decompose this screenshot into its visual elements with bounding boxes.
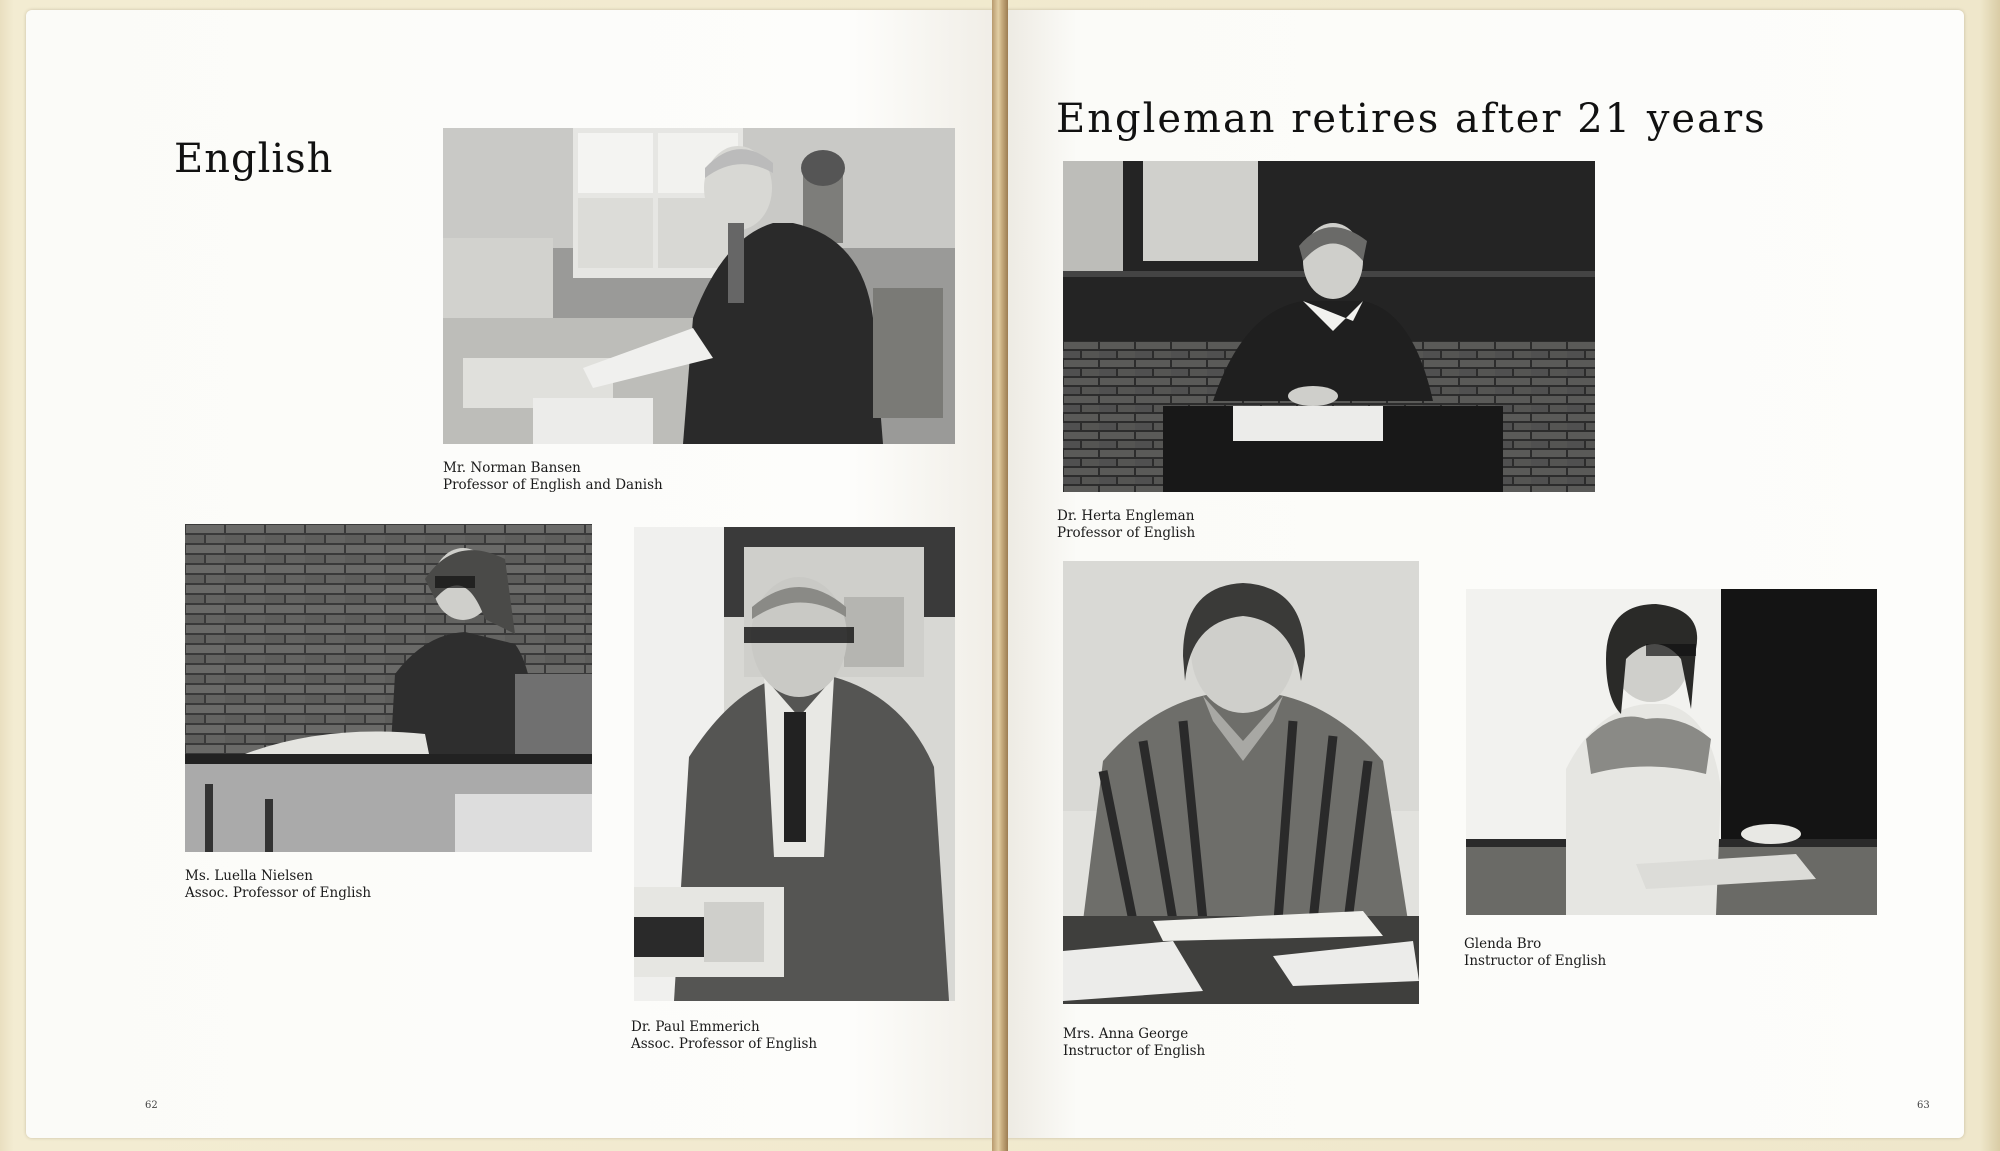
faculty-name: Dr. Herta Engleman xyxy=(1057,508,1195,524)
faculty-title: Instructor of English xyxy=(1464,953,1607,969)
caption-anna-george xyxy=(1063,1026,1205,1060)
photo-norman-bansen xyxy=(443,128,955,444)
faculty-title: Professor of English xyxy=(1057,525,1196,541)
page-number-left: 62 xyxy=(145,1100,158,1111)
photo-anna-george xyxy=(1063,561,1419,1004)
photo-herta-engleman xyxy=(1063,161,1595,492)
caption-norman-bansen xyxy=(443,460,663,494)
photo-glenda-bro xyxy=(1466,589,1877,915)
faculty-title: Assoc. Professor of English xyxy=(631,1036,818,1052)
faculty-name: Glenda Bro xyxy=(1464,936,1542,952)
faculty-name: Mrs. Anna George xyxy=(1063,1026,1189,1042)
faculty-name: Ms. Luella Nielsen xyxy=(185,868,314,884)
book-gutter xyxy=(992,0,1008,1151)
caption-glenda-bro xyxy=(1464,936,1606,970)
caption-paul-emmerich xyxy=(631,1019,817,1053)
caption-herta-engleman xyxy=(1057,508,1195,542)
right-page-heading: Engleman retires after 21 years xyxy=(1056,96,1767,142)
faculty-title: Assoc. Professor of English xyxy=(185,885,372,901)
faculty-title: Instructor of English xyxy=(1063,1043,1206,1059)
caption-luella-nielsen xyxy=(185,868,371,902)
faculty-name: Mr. Norman Bansen xyxy=(443,460,581,476)
page-number-right: 63 xyxy=(1917,1100,1930,1111)
left-page-heading: English xyxy=(174,136,334,182)
photo-paul-emmerich xyxy=(634,527,955,1001)
faculty-title: Professor of English and Danish xyxy=(443,477,663,493)
faculty-name: Dr. Paul Emmerich xyxy=(631,1019,760,1035)
photo-luella-nielsen xyxy=(185,524,592,852)
